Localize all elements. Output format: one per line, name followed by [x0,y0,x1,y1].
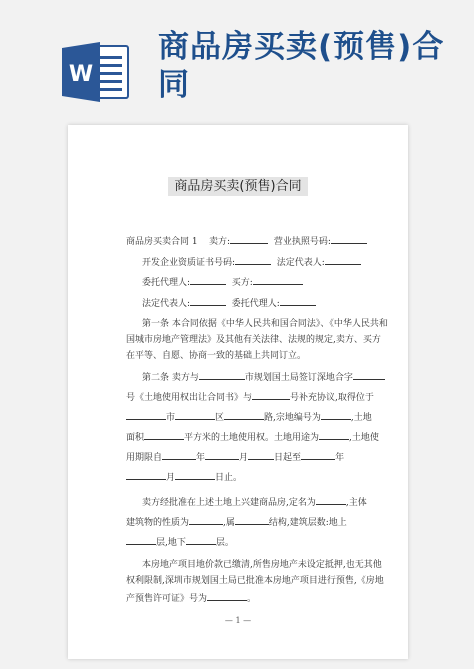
banner [0,0,474,112]
document-title [68,181,408,194]
article-2-line-2: 号《土地使用权出让合同书》与 号补充协议,取得位于 [126,390,374,404]
paragraph-3-line-1: 卖方经批准在上述土地上兴建商品房,定名为 ,主体 [142,495,367,509]
article-2-line-4: 面积 平方米的土地使用权。土地用途为 ,土地使 [126,430,379,444]
word-icon [60,40,132,104]
paragraph-3-line-2: 建筑物的性质为 ,属 结构,建筑层数:地上 [126,515,347,529]
document-title-text: 商品房买卖(预售)合同 [168,177,307,196]
paragraph-3-line-3: 层,地下 层。 [126,535,234,549]
article-1-line-3: 在平等、自愿、协商一致的基础上共同订立。 [126,351,307,361]
paragraph-4-line-3: 产预售许可证》号为 。 [126,591,256,605]
article-1-line-1: 第一条 本合同依据《中华人民共和国合同法》、《中华人民共和 [142,319,388,329]
paragraph-4-line-1: 本房地产项目地价款已缴清,所售房地产未设定抵押,也无其他 [142,560,382,570]
article-1-line-2: 国城市房地产管理法》及其他有关法律、法规的规定,卖方、买方 [126,335,381,345]
doc-line-4: 法定代表人: 委托代理人: [142,296,316,310]
banner-title: 商品房买卖(预售)合同 [158,29,445,103]
document-page [68,125,408,659]
word-icon-letter: W [68,62,94,87]
doc-line-2: 开发企业资质证书号码: 法定代表人: [142,255,361,269]
doc-line-3: 委托代理人: 买方: [142,275,303,289]
paragraph-4-line-2: 权利限制,深圳市规划国土局已批准本房地产项目进行预售,《房地 [126,576,384,586]
article-2-line-5: 用期限自 年 月 日起至 年 [126,450,344,464]
article-2-line-3: 市 区 路,宗地编号为 ,土地 [126,410,372,424]
doc-line-1: 商品房买卖合同 1 卖方: 营业执照号码: [126,234,367,248]
article-2-line-1: 第二条 卖方与 市规划国土局签订深地合字 [142,370,385,384]
article-2-line-6: 月 日止。 [126,470,242,484]
page-number: — 1 — [224,616,252,625]
